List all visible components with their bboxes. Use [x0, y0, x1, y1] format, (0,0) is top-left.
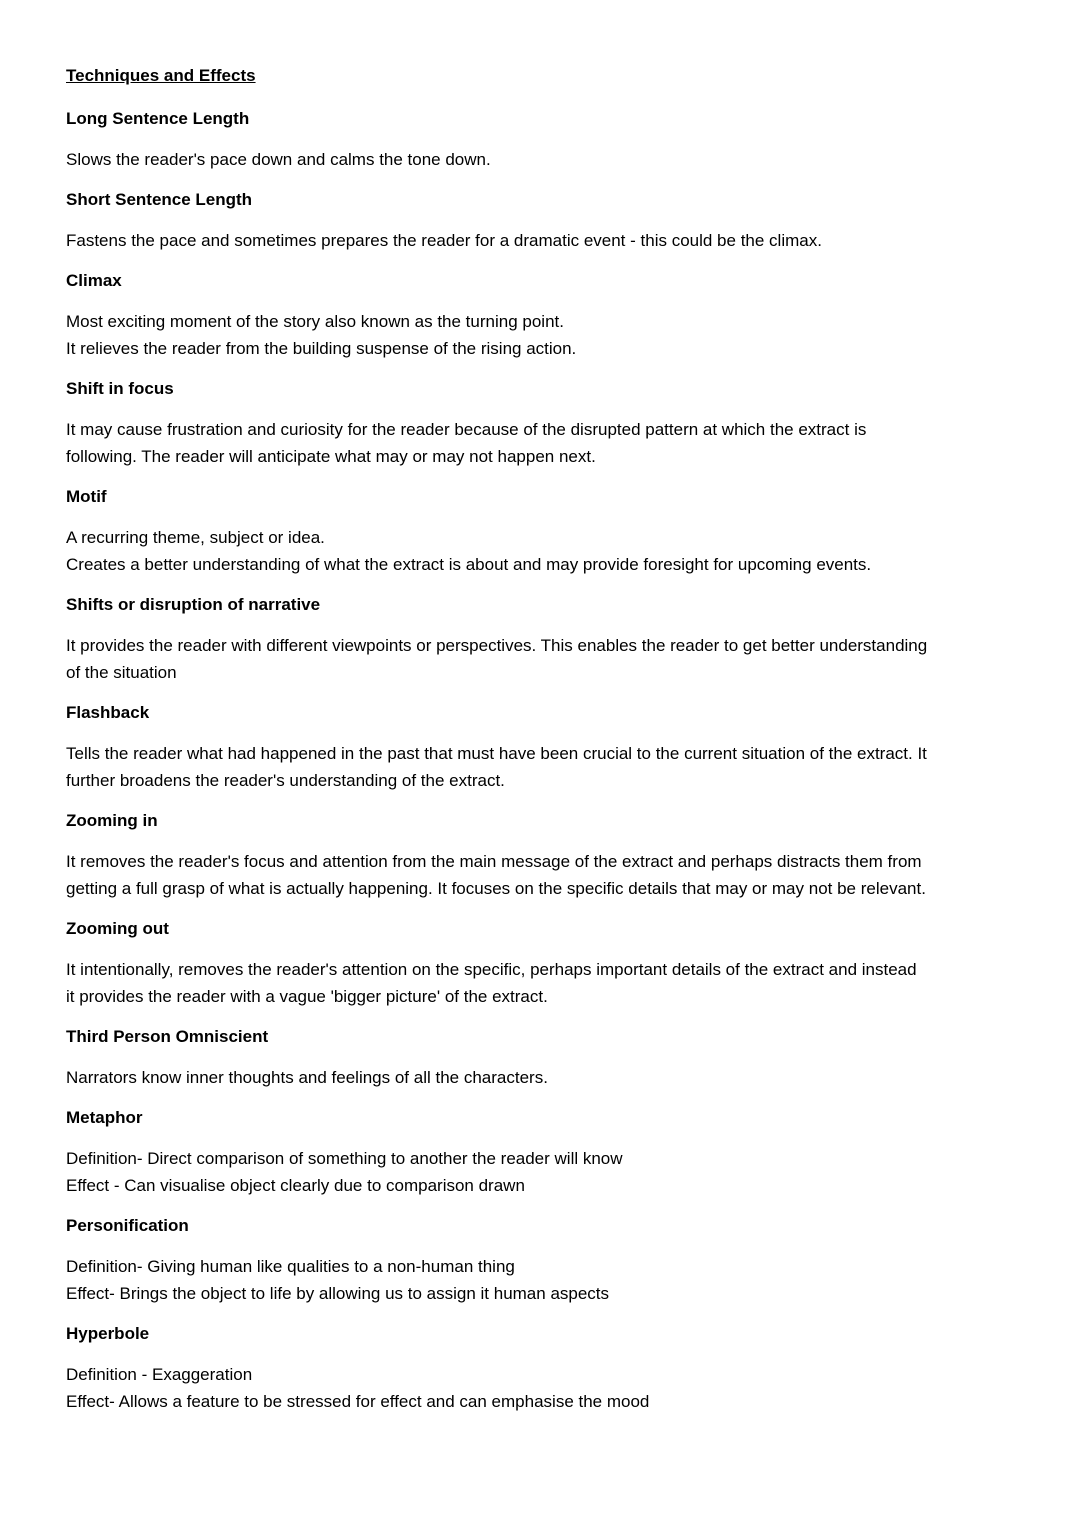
section-heading: Hyperbole	[66, 1324, 150, 1343]
section-body	[66, 849, 1026, 902]
section-short-sentence-length	[66, 187, 1026, 255]
section-motif	[66, 484, 1026, 578]
body-line: It removes the reader's focus and attention from the main message of the extract and perhaps distracts them from	[66, 852, 922, 871]
body-line: Definition- Giving human like qualities to a non-human thing	[66, 1257, 515, 1276]
body-line: it provides the reader with a vague 'bigger picture' of the extract.	[66, 986, 548, 1006]
section-body	[66, 633, 1026, 686]
section-body	[66, 1146, 1026, 1199]
section-body	[66, 1254, 1026, 1307]
body-line: Narrators know inner thoughts and feelings of all the characters.	[66, 1068, 548, 1087]
body-line: Effect - Can visualise object clearly due to comparison drawn	[66, 1175, 525, 1195]
section-heading: Shifts or disruption of narrative	[66, 595, 321, 614]
section-body	[66, 309, 1026, 362]
section-heading: Zooming out	[66, 919, 169, 938]
section-body	[66, 228, 1026, 255]
section-shift-in-focus	[66, 376, 1026, 470]
body-line: further broadens the reader's understanding of the extract.	[66, 770, 505, 790]
section-long-sentence-length	[66, 106, 1026, 174]
body-line: Definition- Direct comparison of something to another the reader will know	[66, 1149, 623, 1168]
section-heading: Metaphor	[66, 1108, 143, 1127]
body-line: getting a full grasp of what is actually happening. It focuses on the specific details that may or may not be relevant.	[66, 878, 926, 898]
section-heading: Zooming in	[66, 811, 158, 830]
document-title: Techniques and Effects	[66, 66, 256, 85]
body-line: Tells the reader what had happened in the past that must have been crucial to the current situation of the extract. It	[66, 744, 927, 763]
section-body	[66, 957, 1026, 1010]
body-line: It intentionally, removes the reader's attention on the specific, perhaps important details of the extract and instead	[66, 960, 917, 979]
body-line: Fastens the pace and sometimes prepares the reader for a dramatic event - this could be the climax.	[66, 231, 822, 250]
section-body	[66, 1362, 1026, 1415]
body-line: It provides the reader with different viewpoints or perspectives. This enables the reader to get better understanding	[66, 636, 928, 655]
section-heading: Third Person Omniscient	[66, 1027, 269, 1046]
section-body	[66, 147, 1026, 174]
body-line: Most exciting moment of the story also known as the turning point.	[66, 312, 564, 331]
section-zooming-out	[66, 916, 1026, 1010]
section-body	[66, 1065, 1026, 1092]
body-line: It relieves the reader from the building suspense of the rising action.	[66, 338, 577, 358]
section-body	[66, 417, 1026, 470]
body-line: Effect- Brings the object to life by allowing us to assign it human aspects	[66, 1283, 610, 1303]
section-third-person-omniscient	[66, 1024, 1026, 1092]
body-line: Definition - Exaggeration	[66, 1365, 253, 1384]
section-climax	[66, 268, 1026, 362]
section-heading: Flashback	[66, 703, 150, 722]
section-heading: Long Sentence Length	[66, 109, 250, 128]
section-shifts-or-disruption-of-narrative	[66, 592, 1026, 686]
body-line: Creates a better understanding of what the extract is about and may provide foresight for upcoming events.	[66, 554, 872, 574]
section-metaphor	[66, 1105, 1026, 1199]
section-heading: Short Sentence Length	[66, 190, 253, 209]
section-body	[66, 525, 1026, 578]
body-line: of the situation	[66, 662, 177, 682]
section-personification	[66, 1213, 1026, 1307]
section-zooming-in	[66, 808, 1026, 902]
body-line: It may cause frustration and curiosity for the reader because of the disrupted pattern at which the extract is	[66, 420, 867, 439]
section-heading: Shift in focus	[66, 379, 174, 398]
body-line: Slows the reader's pace down and calms the tone down.	[66, 150, 491, 169]
section-body	[66, 741, 1026, 794]
body-line: following. The reader will anticipate what may or may not happen next.	[66, 446, 596, 466]
section-heading: Personification	[66, 1216, 189, 1235]
body-line: A recurring theme, subject or idea.	[66, 528, 325, 547]
section-heading: Motif	[66, 487, 107, 506]
section-heading: Climax	[66, 271, 122, 290]
section-hyperbole	[66, 1321, 1026, 1415]
body-line: Effect- Allows a feature to be stressed for effect and can emphasise the mood	[66, 1391, 650, 1411]
section-flashback	[66, 700, 1026, 794]
